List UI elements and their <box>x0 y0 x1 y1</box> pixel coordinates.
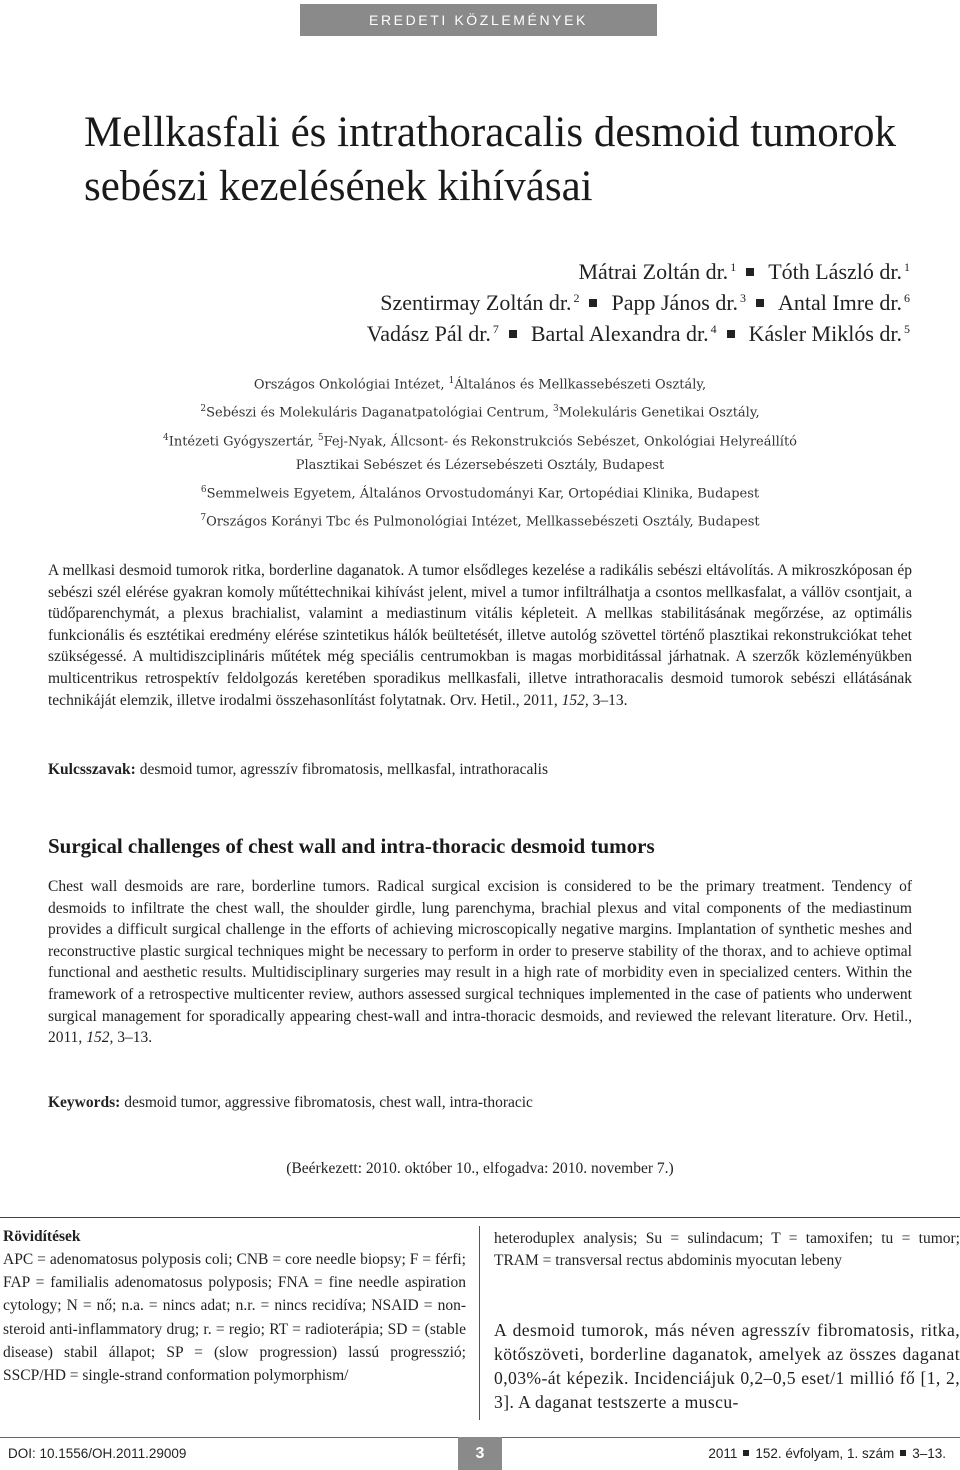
page-number: 3 <box>458 1437 502 1470</box>
keywords-label: Kulcsszavak: <box>48 761 136 778</box>
author-affiliation-mark: 7 <box>492 322 499 336</box>
affiliation-mark: 1 <box>448 376 455 386</box>
author-affiliation-mark: 5 <box>904 322 910 336</box>
received-dates: (Beérkezett: 2010. október 10., elfogadva: 2010. november 7.) <box>286 1160 674 1177</box>
footer-separator <box>743 1450 749 1456</box>
affiliation-mark: 7 <box>200 513 207 524</box>
author-separator <box>727 330 735 338</box>
affiliation-mark: 5 <box>317 432 324 443</box>
affiliation-mark: 3 <box>553 404 559 415</box>
citation-volume: 152, <box>561 691 589 709</box>
affiliation-text: Intézeti Gyógyszertár, <box>168 433 318 449</box>
author-affiliation-mark: 6 <box>904 291 910 305</box>
affiliation-text: Fej-Nyak, Állcsont- és Rekonstrukciós Sebészet, Onkológiai Helyreállító <box>323 433 798 449</box>
affiliation-line <box>60 397 900 425</box>
affiliation-text: Semmelweis Egyetem, Általános Orvostudományi Kar, Ortopédiai Klinika, Budapest <box>206 486 760 502</box>
doi-link[interactable]: DOI: 10.1556/OH.2011.29009 <box>8 1446 187 1461</box>
footer-volume: 152. évfolyam, 1. szám <box>755 1446 895 1461</box>
author-name: Tóth László dr. <box>768 259 902 284</box>
author-name: Kásler Miklós dr. <box>748 321 902 346</box>
page-footer <box>0 1437 960 1470</box>
affiliation-line <box>60 478 900 506</box>
column-divider <box>479 1226 480 1420</box>
author-separator <box>509 330 517 338</box>
journal-reference <box>708 1446 946 1461</box>
affiliation-line <box>60 426 900 454</box>
keywords-text: desmoid tumor, agresszív fibromatosis, mellkasfal, intrathoracalis <box>135 761 549 778</box>
abbreviations-continued: heteroduplex analysis; Su = sulindacum; T = tamoxifen; tu = tumor; TRAM = transversal rectus abdominis myocutan lebeny <box>494 1230 960 1270</box>
citation-volume: 152, <box>86 1029 114 1047</box>
affiliation-mark: 4 <box>162 432 169 443</box>
introduction-paragraph: A desmoid tumorok, más néven agresszív fibromatosis, ritka, kötőszöveti, borderline daganatok, amelyek az összes daganat 0,03%-át képezik. Incidenciájuk 0,2–0,5 eset/1 millió fő [1, 2, 3]. A daganat testszerte a muscu- <box>494 1320 960 1412</box>
english-title: Surgical challenges of chest wall and intra-thoracic desmoid tumors <box>48 834 655 858</box>
author-affiliation-mark: 2 <box>573 291 580 305</box>
author-line-2 <box>60 289 910 320</box>
abstract-hungarian <box>48 560 912 711</box>
author-name: Vadász Pál dr. <box>366 321 491 346</box>
keywords-hungarian <box>48 760 918 780</box>
affiliation-text: Általános és Mellkassebészeti Osztály, <box>454 377 707 393</box>
section-banner: EREDETI KÖZLEMÉNYEK <box>300 4 657 36</box>
footer-pages: 3–13. <box>912 1446 946 1461</box>
abbreviations-text: APC = adenomatosus polyposis coli; CNB = core needle biopsy; F = férfi; FAP = familialis adenomatosus polyposis; FNA = fine needle aspiration cytology; N = nő; n.a. = nincs adat; n.r. = nincs recidíva; NSAID = non-steroid anti-inflammatory drug; r. = regio; RT = radioterápia; SD = (stable disease) stabil állapot; SP = (slow progression) lassú progresszió; SSCP/HD = single-strand conformation polymorphism/ <box>3 1251 466 1385</box>
author-separator <box>746 268 754 276</box>
author-line-1 <box>60 258 910 289</box>
author-affiliation-mark: 1 <box>730 260 737 274</box>
author-name: Szentirmay Zoltán dr. <box>380 290 572 315</box>
abstract-text: Chest wall desmoids are rare, borderline tumors. Radical surgical excision is considered to be the primary treatment. Tendency of desmoids to infiltrate the chest wall, the shoulder girdle, lung parenchyma, brachial plexus and vital components of the mediastinum provides a difficult surgical challenge in the efforts of achieving microscopically negative margins. Implantation of synthetic meshes and reconstructive plastic surgical techniques might be necessary to perform in order to preserve stability of the thorax, and to achieve optimal functional and aesthetic results. Multidisciplinary surgeries may result in a high rate of morbidity even in specialized centers. Within the framework of a retrospective multicenter review, authors assessed surgical techniques implemented in the case of patients who underwent surgical management for sporadically appearing chest-wall and intra-thoracic desmoids, and reviewed the relevant literature. Orv. Hetil., 2011, <box>48 878 912 1047</box>
author-affiliation-mark: 3 <box>739 291 746 305</box>
affiliations <box>60 369 900 535</box>
abbreviations-box <box>3 1226 466 1387</box>
footer-year: 2011 <box>708 1446 738 1461</box>
author-list <box>60 258 910 351</box>
citation-pages: 3–13. <box>588 691 628 709</box>
keywords-text: desmoid tumor, aggressive fibromatosis, chest wall, intra-thoracic <box>120 1094 533 1111</box>
footer-separator <box>900 1450 906 1456</box>
affiliation-line <box>60 454 900 478</box>
author-affiliation-mark: 1 <box>904 260 910 274</box>
affiliation-text: Molekuláris Genetikai Osztály, <box>558 405 760 421</box>
affiliation-mark: 6 <box>200 484 207 495</box>
keywords-english <box>48 1093 918 1113</box>
divider <box>0 1217 960 1218</box>
affiliation-text: Országos Onkológiai Intézet, <box>253 377 449 393</box>
author-separator <box>589 299 597 307</box>
citation-pages: 3–13. <box>113 1029 153 1047</box>
author-name: Mátrai Zoltán dr. <box>578 259 729 284</box>
abstract-english <box>48 876 912 1049</box>
abbreviations-heading: Rövidítések <box>3 1228 81 1245</box>
author-separator <box>756 299 764 307</box>
affiliation-text: Plasztikai Sebészet és Lézersebészeti Osztály, Budapest <box>295 457 665 473</box>
article-title: Mellkasfali és intrathoracalis desmoid tumorok sebészi kezelésének kihívásai <box>84 109 897 210</box>
author-affiliation-mark: 4 <box>710 322 717 336</box>
affiliation-mark: 2 <box>200 404 207 415</box>
affiliation-line <box>60 506 900 534</box>
affiliation-line <box>60 369 900 397</box>
keywords-label: Keywords: <box>48 1094 121 1111</box>
author-name: Antal Imre dr. <box>777 290 902 315</box>
author-name: Bartal Alexandra dr. <box>530 321 709 346</box>
abstract-text: A mellkasi desmoid tumorok ritka, borderline daganatok. A tumor elsődleges kezelése a radikális sebészi eltávolítás. A mikroszkóposan ép sebészi szél elérése gyakran komoly műtéttechnikai kihívást jelent, mivel a tumor infiltrálhatja a csontos mellkasfalat, a vállöv csontjait, a tüdőparenchymát, a plexus brachialist, valamint a mediastinum vitális képleteit. A mellkas stabilitásának megőrzése, az optimális funkcionális és esztétikai eredmény elérése szintetikus hálók beültetését, illetve autológ szövettel történő plasztikai rekonstrukciókat tehet szükségessé. A multidiszciplináris műtétek még speciális centrumokban is magas morbiditással járhatnak. A szerzők közleményükben multicentrikus retrospektív feldolgozás keretében sporadikus mellkasfali, illetve intrathoracalis desmoid tumorok sebészi ellátásának technikáját elemzik, illetve irodalmi összehasonlítást folytatnak. Orv. Hetil., 2011, <box>48 562 912 709</box>
author-line-3 <box>60 320 910 351</box>
affiliation-text: Sebészi és Molekuláris Daganatpatológiai Centrum, <box>206 405 554 421</box>
affiliation-text: Országos Korányi Tbc és Pulmonológiai Intézet, Mellkassebészeti Osztály, Budapest <box>206 514 760 530</box>
author-name: Papp János dr. <box>611 290 738 315</box>
